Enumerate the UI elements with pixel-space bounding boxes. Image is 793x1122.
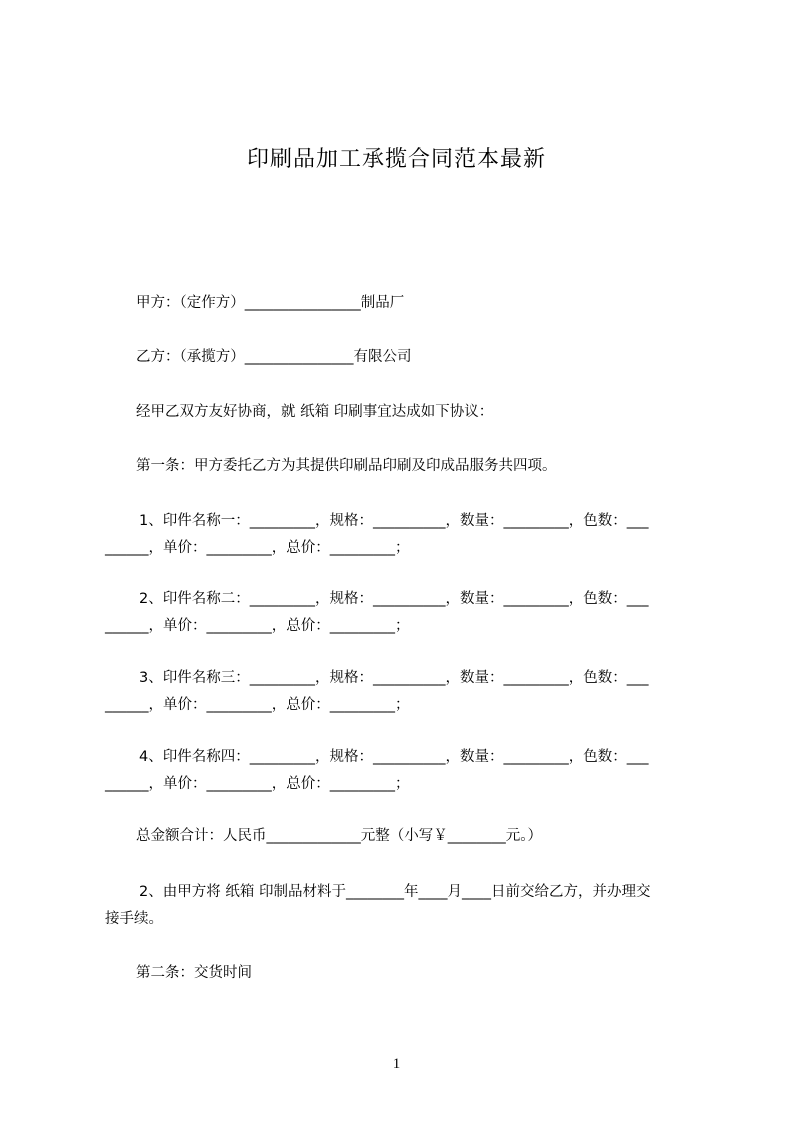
document-title: 印刷品加工承揽合同范本最新 xyxy=(246,147,546,172)
item-2-line-1: 2、印件名称二：_________，规格：__________，数量：_________，色数：___ xyxy=(139,591,649,607)
article-1-heading: 第一条：甲方委托乙方为其提供印刷品印刷及印成品服务共四项。 xyxy=(136,458,557,474)
item-2-line-2: ______，单价：_________，总价：_________； xyxy=(105,618,410,634)
material-line-2: 接手续。 xyxy=(105,911,163,927)
item-3-line-2: ______，单价：_________，总价：_________； xyxy=(105,697,410,713)
article-2-heading: 第二条：交货时间 xyxy=(136,965,252,981)
total-amount-line: 总金额合计：人民币_____________元整（小写￥________元。） xyxy=(136,828,542,844)
page-number: 1 xyxy=(392,1056,401,1072)
item-1-line-2: ______，单价：_________，总价：_________； xyxy=(105,540,410,556)
item-4-line-2: ______，单价：_________，总价：_________； xyxy=(105,776,410,792)
item-4-line-1: 4、印件名称四：_________，规格：__________，数量：_________，色数：___ xyxy=(139,749,649,765)
party-b-line: 乙方：（承揽方）_______________有限公司 xyxy=(136,349,412,365)
material-line-1: 2、由甲方将 纸箱 印制品材料于________年____月____日前交给乙方，并办理交 xyxy=(139,884,651,900)
item-3-line-1: 3、印件名称三：_________，规格：__________，数量：_________，色数：___ xyxy=(139,670,649,686)
item-1-line-1: 1、印件名称一：_________，规格：__________，数量：_________，色数：___ xyxy=(139,513,649,529)
intro-paragraph: 经甲乙双方友好协商，就 纸箱 印刷事宜达成如下协议： xyxy=(136,404,494,420)
party-a-line: 甲方：（定作方）________________制品厂 xyxy=(136,295,405,311)
